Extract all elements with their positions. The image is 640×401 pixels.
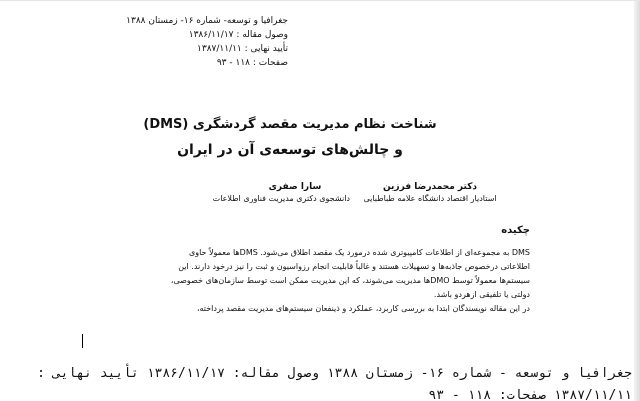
author-affiliation: استادیار اقتصاد دانشگاه علامه طباطبایی: [363, 194, 497, 203]
abstract-line: اطلاعاتی درخصوص جاذبه‌ها و تسهیلات هستند و غالباً قابلیت انجام رزواسیون و ثبت را نیز درخود دارند. این: [178, 262, 530, 271]
pages-line: صفحات : ۱۱۸ - ۹۳: [216, 58, 288, 68]
journal-issue-line: جغرافیا و توسعه- شماره ۱۶- زمستان ۱۳۸۸: [126, 16, 288, 26]
extracted-text-panel[interactable]: [12, 363, 632, 401]
paper-title-line-2: و چالش‌های توسعه‌ی آن در ایران: [177, 142, 403, 158]
author-name: سارا صفری: [268, 182, 322, 192]
abstract-line: DMS به مجموعه‌ای از اطلاعات کامپیوتری شده درمورد یک مقصد اطلاق می‌شود. DMSها معمولاً حاوی: [188, 248, 530, 257]
abstract-line: سیستم‌ها معمولاً توسط DMOها مدیریت می‌شوند، که این مدیریت ممکن است توسط سازمان‌های خصوصی،: [170, 276, 530, 285]
abstract-heading: چکیده: [501, 225, 530, 236]
abstract-line: در این مقاله نویسندگان ابتدا به بررسی کاربرد، عملکرد و ذینفعان سیستم‌های مدیریت مقصد پرداخته،: [196, 304, 530, 313]
paper-title-line-1: شناخت نظام مدیریت مقصد گردشگری (DMS): [143, 117, 437, 132]
received-date-line: وصول مقاله : ۱۳۸۶/۱۱/۱۷: [188, 30, 288, 40]
page-edge-shadow: [634, 1, 640, 401]
extracted-text-line: جغرافیا و توسعه - شماره ۱۶- زمستان ۱۳۸۸ وصول مقاله: ۱۳۸۶/۱۱/۱۷ تأیید نهایی :: [37, 366, 632, 381]
article-metadata: [38, 14, 288, 70]
abstract-line: دولتی یا تلفیقی ازهردو باشد.: [433, 290, 530, 299]
accepted-date-line: تأیید نهایی : ۱۳۸۷/۱۱/۱۱: [197, 44, 288, 54]
author-name: دکتر محمدرضا فرزین: [382, 182, 478, 192]
abstract-body: [130, 246, 530, 316]
extracted-text-line: ۱۳۸۷/۱۱/۱۱ صفحات: ۱۱۸ - ۹۳: [428, 388, 632, 401]
author-affiliation: دانشجوی دکتری مدیریت فناوری اطلاعات: [212, 194, 350, 203]
text-cursor: [82, 334, 83, 348]
author-block: [212, 181, 350, 205]
author-block: [350, 181, 510, 205]
